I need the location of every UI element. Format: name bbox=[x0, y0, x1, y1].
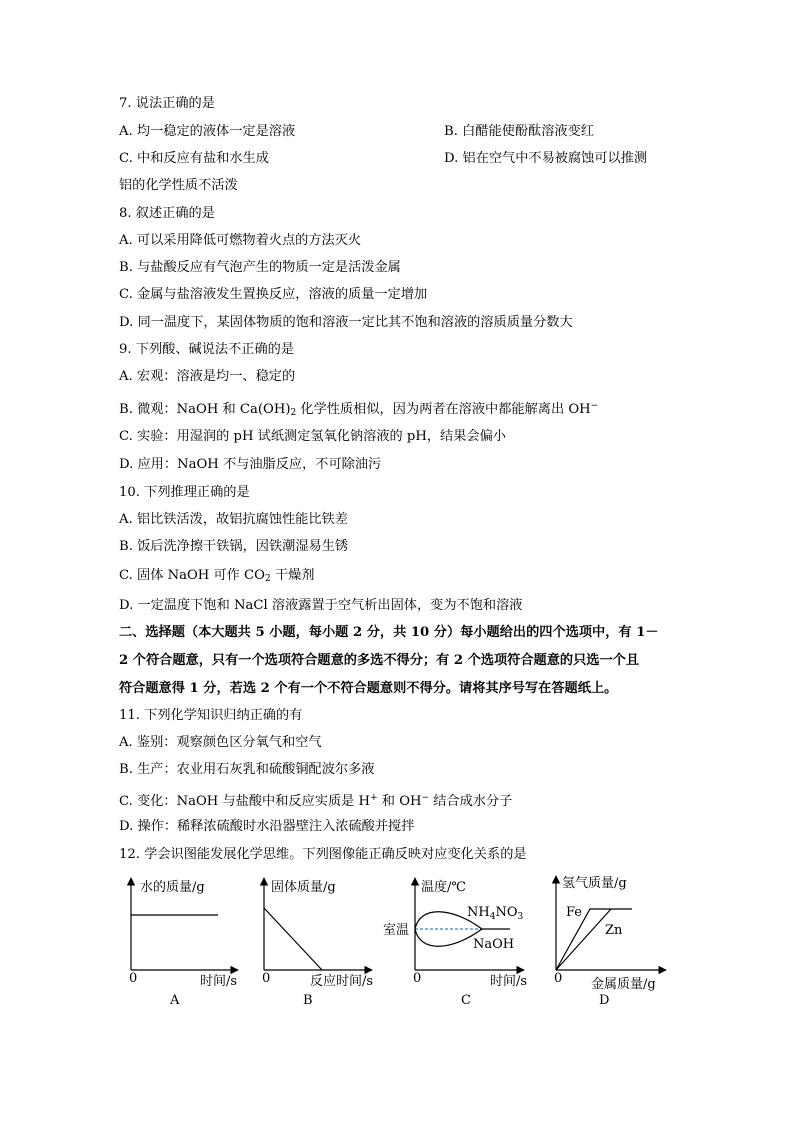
q9-ion-oh: OH bbox=[568, 402, 591, 417]
figure-b-ylabel: 固体质量/g bbox=[271, 880, 336, 895]
figure-d-fe-line bbox=[556, 909, 632, 970]
figure-c-nh4no3-sub2: 3 bbox=[517, 912, 524, 922]
q12-stem: 12. 学会识图能发展化学思维。下列图像能正确反映对应变化关系的是 bbox=[119, 847, 527, 862]
figure-b-origin: 0 bbox=[262, 971, 271, 986]
q10-stem: 10. 下列推理正确的是 bbox=[119, 485, 250, 500]
q11-option-d: D. 操作：稀释浓硫酸时水沿器壁注入浓硫酸并搅拌 bbox=[119, 819, 415, 834]
q11-option-c bbox=[119, 789, 512, 811]
q10-option-c-prefix: C. 固体 NaOH 可作 bbox=[119, 568, 245, 583]
figure-d-caption: D bbox=[599, 993, 610, 1008]
q10-option-b: B. 饭后洗净擦干铁锅，因铁潮湿易生锈 bbox=[119, 539, 349, 554]
q10-option-c-suffix: 干燥剂 bbox=[270, 568, 315, 583]
figure-b-solid-line bbox=[264, 908, 322, 970]
q8-stem: 8. 叙述正确的是 bbox=[119, 206, 215, 221]
figure-c-nh4no3-n-o: NO bbox=[495, 905, 518, 920]
q7-option-a: A. 均一稳定的液体一定是溶液 bbox=[119, 124, 296, 139]
figure-d-ylabel: 氢气质量/g bbox=[562, 876, 627, 891]
q7-stem: 7. 说法正确的是 bbox=[119, 96, 215, 111]
q10-option-d: D. 一定温度下饱和 NaCl 溶液露置于空气析出固体，变为不饱和溶液 bbox=[119, 598, 523, 613]
figure-a-ylabel: 水的质量/g bbox=[140, 880, 205, 895]
figure-d-zn-label: Zn bbox=[605, 923, 623, 938]
q7-option-d: D. 铝在空气中不易被腐蚀可以推测 bbox=[444, 151, 648, 166]
figure-c-xlabel: 时间/s bbox=[490, 974, 528, 989]
figure-c-nh4no3-sub1: 4 bbox=[489, 912, 496, 922]
q7-option-d-continued: 铝的化学性质不活泼 bbox=[119, 178, 238, 193]
q11-option-a: A. 鉴别：观察颜色区分氧气和空气 bbox=[119, 735, 322, 750]
section2-instructions-line3: 符合题意得 1 分，若选 2 个有一个不符合题意则不得分。请将其序号写在答题纸上。 bbox=[119, 681, 618, 696]
q9-option-d: D. 应用：NaOH 不与油脂反应，不可除油污 bbox=[119, 457, 382, 472]
figure-a-origin: 0 bbox=[129, 971, 138, 986]
figure-a bbox=[129, 878, 238, 1008]
q8-option-b: B. 与盐酸反应有气泡产生的物质一定是活泼金属 bbox=[119, 260, 401, 275]
q7-option-c: C. 中和反应有盐和水生成 bbox=[119, 151, 269, 166]
q9-option-a: A. 宏观：溶液是均一、稳定的 bbox=[119, 369, 296, 384]
q9-option-b bbox=[119, 397, 598, 422]
figure-b bbox=[262, 878, 373, 1008]
figure-c-naoh-curve bbox=[415, 929, 482, 946]
figure-c-room-label: 室温 bbox=[383, 923, 410, 938]
figure-c-caption: C bbox=[461, 993, 471, 1008]
figure-d-fe-label: Fe bbox=[566, 905, 583, 920]
q9-option-b-prefix: B. 微观：NaOH 和 bbox=[119, 402, 240, 417]
figure-d-xlabel: 金属质量/g bbox=[591, 977, 656, 992]
q10-formula-co2: CO bbox=[244, 568, 265, 583]
q11-option-c-prefix: C. 变化：NaOH 与盐酸中和反应实质是 bbox=[119, 794, 359, 809]
q10-option-a: A. 铝比铁活泼，故铝抗腐蚀性能比铁差 bbox=[119, 512, 348, 527]
q9-formula-caoh2: Ca(OH) bbox=[239, 402, 291, 417]
figure-d bbox=[554, 876, 666, 1008]
figure-b-xlabel: 反应时间/s bbox=[310, 974, 374, 989]
figure-b-caption: B bbox=[303, 993, 313, 1008]
figure-c-origin: 0 bbox=[413, 971, 422, 986]
q11-stem: 11. 下列化学知识归纳正确的有 bbox=[119, 708, 303, 723]
q9-ion-charge: − bbox=[590, 401, 599, 411]
q8-option-d: D. 同一温度下，某固体物质的饱和溶液一定比其不饱和溶液的溶质质量分数大 bbox=[119, 315, 573, 330]
q11-ion-h: H bbox=[358, 794, 371, 809]
figure-d-zn-line bbox=[556, 909, 611, 970]
q10-formula-subscript: 2 bbox=[264, 574, 271, 584]
figure-c bbox=[383, 878, 527, 1008]
q8-option-c: C. 金属与盐溶液发生置换反应，溶液的质量一定增加 bbox=[119, 287, 428, 302]
q10-option-c bbox=[119, 567, 314, 588]
figure-a-caption: A bbox=[170, 993, 180, 1008]
figure-c-nh4no3-n-h: NH bbox=[467, 905, 490, 920]
figure-c-naoh-label: NaOH bbox=[473, 937, 515, 952]
q11-ion-h-charge: + bbox=[370, 793, 378, 803]
q9-option-b-middle: 化学性质相似，因为两者在溶液中都能解离出 bbox=[296, 402, 569, 417]
q9-option-c: C. 实验：用湿润的 pH 试纸测定氢氧化钠溶液的 pH，结果会偏小 bbox=[119, 429, 506, 444]
q11-option-b: B. 生产：农业用石灰乳和硫酸铜配波尔多液 bbox=[119, 762, 375, 777]
q11-option-c-and: 和 bbox=[377, 794, 400, 809]
figure-d-origin: 0 bbox=[554, 971, 563, 986]
figure-c-nh4no3-curve bbox=[415, 912, 510, 929]
section2-instructions-line1: 二、选择题（本大题共 5 小题，每小题 2 分，共 10 分）每小题给出的四个选项中，有 1－ bbox=[119, 625, 659, 640]
figure-c-ylabel: 温度/℃ bbox=[421, 880, 466, 895]
section2-instructions-line2: 2 个符合题意，只有一个选项符合题意的多选不得分；有 2 个选项符合题意的只选一个且 bbox=[119, 653, 640, 668]
q9-formula-subscript: 2 bbox=[290, 408, 297, 418]
q11-ion-oh-charge: − bbox=[421, 793, 430, 803]
q7-option-b: B. 白醋能使酚酞溶液变红 bbox=[444, 124, 594, 139]
figure-c-nh4no3-label bbox=[467, 905, 524, 922]
q11-option-c-suffix: 结合成水分子 bbox=[429, 794, 513, 809]
q8-option-a: A. 可以采用降低可燃物着火点的方法灭火 bbox=[119, 233, 362, 248]
q9-stem: 9. 下列酸、碱说法不正确的是 bbox=[119, 342, 295, 357]
q11-ion-oh: OH bbox=[399, 794, 422, 809]
figure-a-xlabel: 时间/s bbox=[200, 974, 238, 989]
